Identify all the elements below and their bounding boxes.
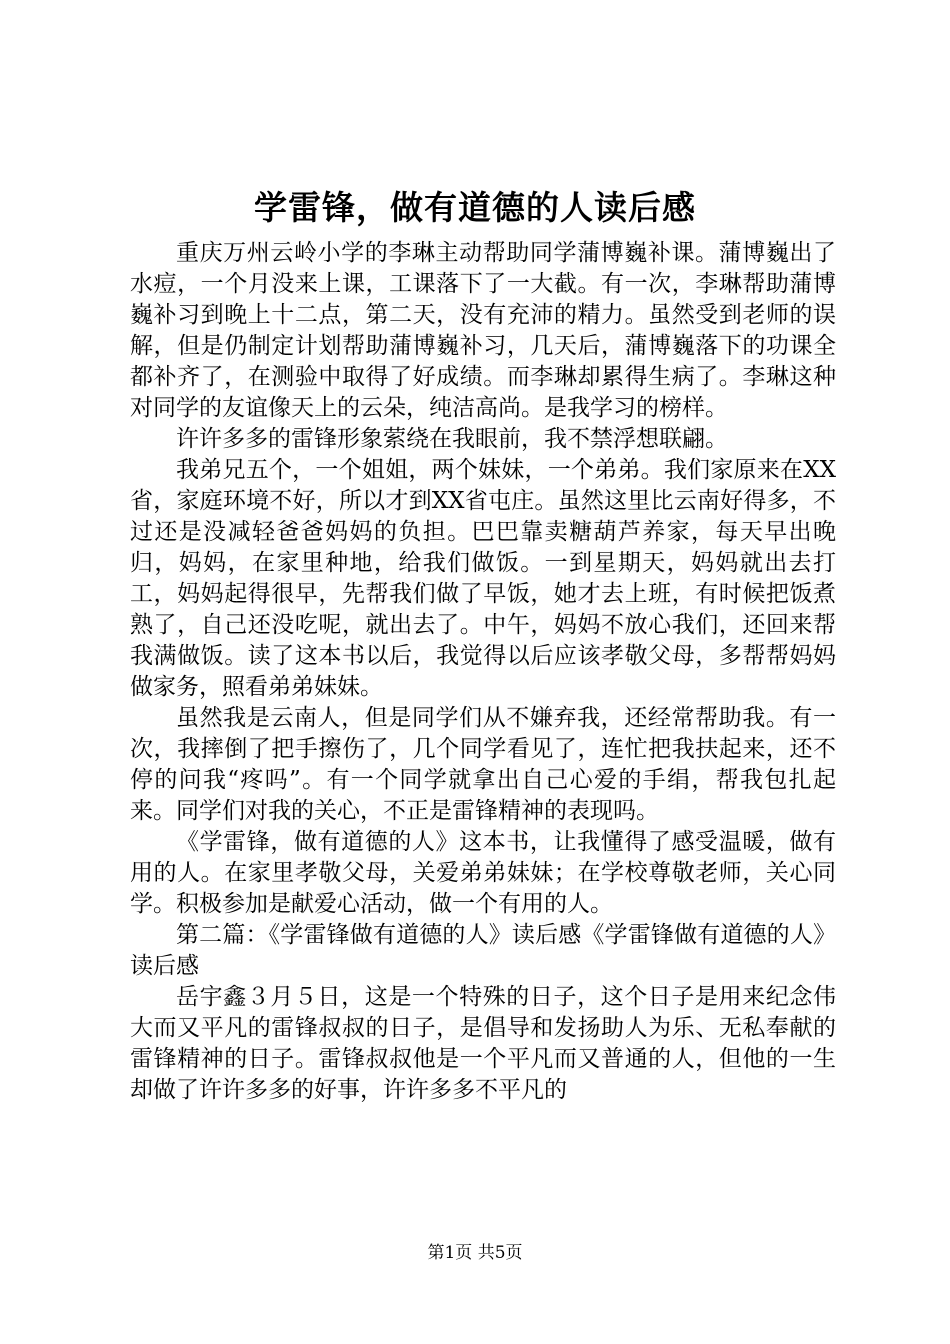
document-title: 学雷锋，做有道德的人读后感 bbox=[254, 188, 696, 227]
paragraph-3: 我弟兄五个，一个姐姐，两个妹妹，一个弟弟。我们家原来在XX省，家庭环境不好，所以才到XX省屯庄。虽然这里比云南好得多，不过还是没减轻爸爸妈妈的负担。巴巴靠卖糖葫芦养家，每天早出晚归，妈妈，在家里种地，给我们做饭。一到星期天，妈妈就出去打工，妈妈起得很早，先帮我们做了早饭，她才去上班，有时候把饭煮熟了，自己还没吃呢，就出去了。中午，妈妈不放心我们，还回来帮我满做饭。读了这本书以后，我觉得以后应该孝敬父母，多帮帮妈妈做家务，照看弟弟妹妹。 bbox=[130, 457, 836, 700]
paragraph-2: 许许多多的雷锋形象萦绕在我眼前，我不禁浮想联翩。 bbox=[176, 426, 728, 452]
page-footer: 第1页 共5页 bbox=[427, 1243, 523, 1263]
paragraph-4: 虽然我是云南人，但是同学们从不嫌弃我，还经常帮助我。有一次，我摔倒了把手擦伤了，几个同学看见了，连忙把我扶起来，还不停的问我“疼吗”。有一个同学就拿出自己心爱的手绢，帮我包扎起来。同学们对我的关心，不正是雷锋精神的表现吗。 bbox=[130, 705, 836, 824]
paragraph-6: 第二篇：《学雷锋做有道德的人》读后感《学雷锋做有道德的人》读后感 bbox=[130, 922, 836, 979]
paragraph-5: 《学雷锋，做有道德的人》这本书，让我懂得了感受温暖，做有用的人。在家里孝敬父母，关爱弟弟妹妹；在学校尊敬老师，关心同学。积极参加是献爱心活动，做一个有用的人。 bbox=[130, 829, 836, 917]
paragraph-1: 重庆万州云岭小学的李琳主动帮助同学蒲博巍补课。蒲博巍出了水痘，一个月没来上课，工课落下了一大截。有一次，李琳帮助蒲博巍补习到晚上十二点，第二天，没有充沛的精力。虽然受到老师的误解，但是仍制定计划帮助蒲博巍补习，几天后，蒲博巍落下的功课全都补齐了，在测验中取得了好成绩。而李琳却累得生病了。李琳这种对同学的友谊像天上的云朵，纯洁高尚。是我学习的榜样。 bbox=[130, 240, 836, 421]
paragraph-7: 岳宇鑫３月５日，这是一个特殊的日子，这个日子是用来纪念伟大而又平凡的雷锋叔叔的日子，是倡导和发扬助人为乐、无私奉献的雷锋精神的日子。雷锋叔叔他是一个平凡而又普通的人，但他的一生却做了许许多多的好事，许许多多不平凡的 bbox=[130, 984, 836, 1103]
document-body bbox=[130, 238, 836, 1106]
